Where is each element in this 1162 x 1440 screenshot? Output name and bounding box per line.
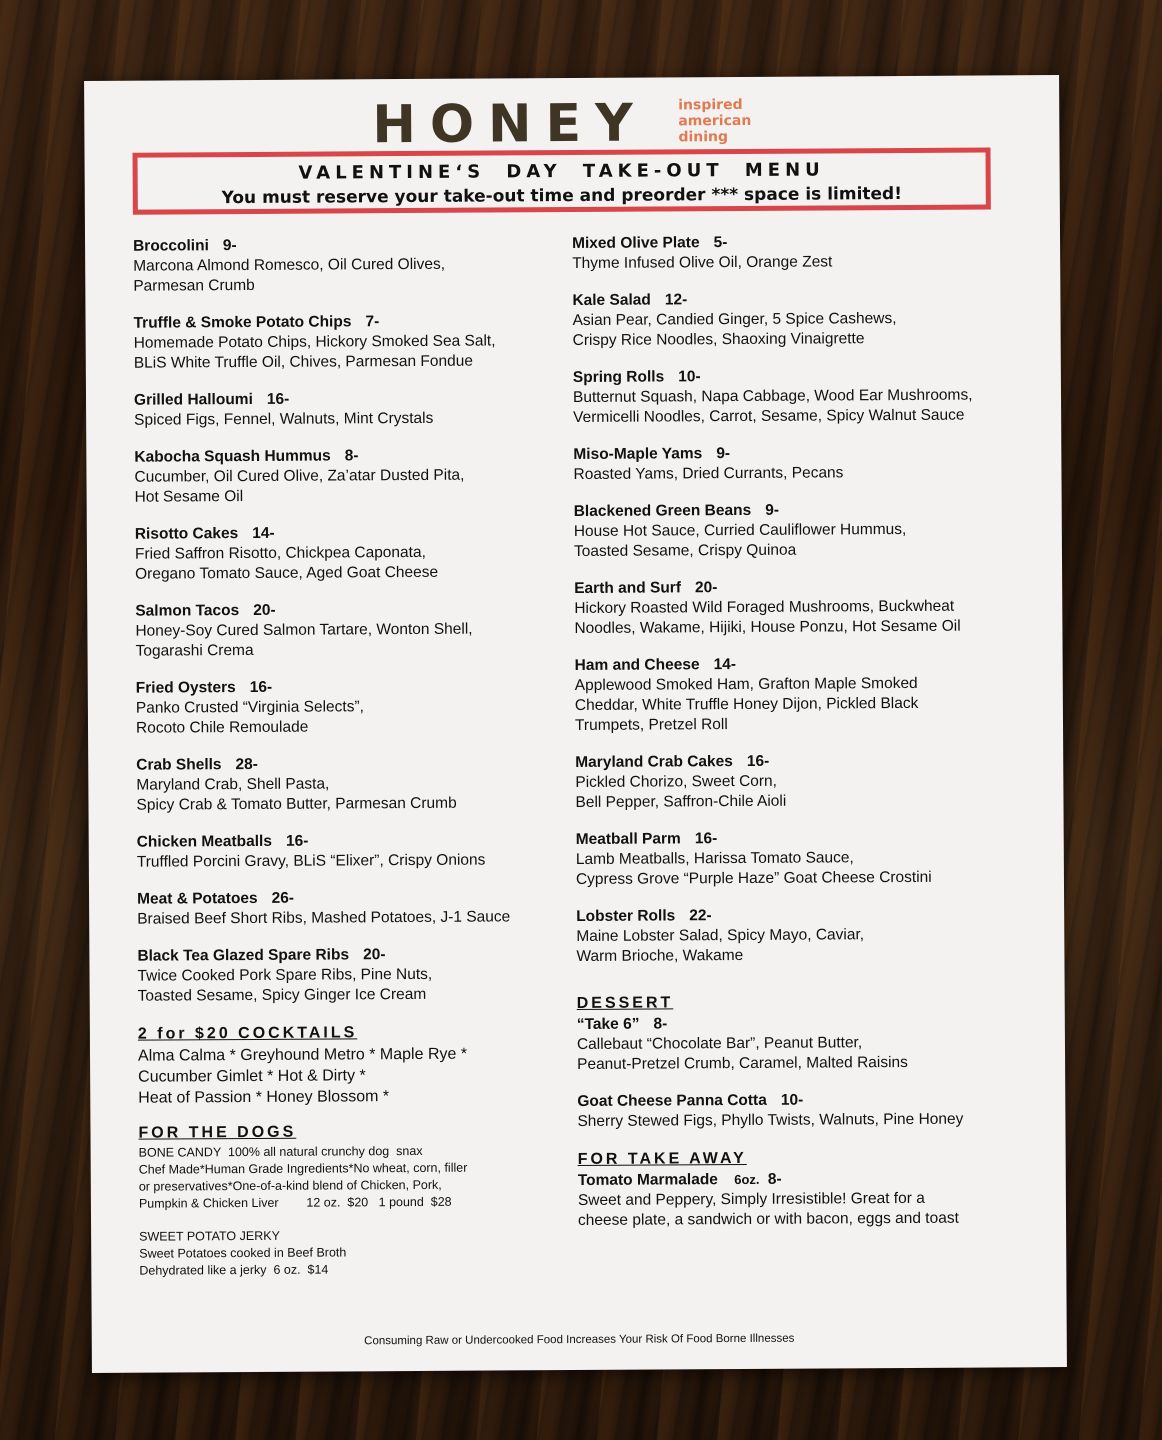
menu-item-name: Miso-Maple Yams [573,445,703,464]
bone-candy-line: Pumpkin & Chicken Liver 12 oz. $20 1 pound $28 [138,1194,452,1211]
menu-item-desc: Noodles, Wakame, Hijiki, House Ponzu, Hot Sesame Oil [574,617,961,638]
menu-item-desc: Homemade Potato Chips, Hickory Smoked Sea Salt, [133,332,496,352]
menu-item-price: 10- [780,1091,804,1109]
menu-item [137,830,557,873]
dogs-section [138,1120,559,1280]
menu-item-desc: Hot Sesame Oil [134,488,244,506]
menu-item [574,576,1024,639]
menu-item [577,1012,1027,1075]
menu-item [573,442,1023,485]
menu-item-head [137,887,557,910]
menu-item-name: Black Tea Glazed Spare Ribs [137,946,350,965]
menu-item-head [573,365,1023,388]
menu-item-head [136,676,556,699]
menu-item-desc: BLiS White Truffle Oil, Chives, Parmesan Fondue [133,352,473,372]
menu-item [134,388,554,431]
menu-item-desc: Braised Beef Short Ribs, Mashed Potatoes, J-1 Sauce [137,908,511,928]
menu-item-name: “Take 6” [576,1015,640,1033]
menu-item-head [577,1089,1027,1112]
menu-item-name: Chicken Meatballs [136,832,273,851]
menu-item-desc: Callebaut “Chocolate Bar”, Peanut Butter, [576,1034,863,1053]
menu-item-price: 14- [713,656,737,674]
menu-item [573,365,1023,428]
menu-item-desc: Pickled Chorizo, Sweet Corn, [575,772,777,792]
menu-item-head [572,288,1022,311]
menu-item-price: 20- [253,601,276,619]
tagline-line: dining [678,129,729,146]
takeaway-item-price: 8- [767,1170,782,1188]
menu-item-desc: Spiced Figs, Fennel, Walnuts, Mint Crystals [134,409,434,429]
menu-item-head [133,234,553,257]
menu-item-head [573,442,1023,465]
menu-item-price: 12- [664,291,688,309]
menu-item-name: Ham and Cheese [574,656,700,675]
menu-item-desc: Truffled Porcini Gravy, BLiS “Elixer”, Crispy Onions [136,851,486,871]
menu-item-price: 10- [678,368,701,386]
menu-item-head [576,904,1026,927]
menu-item-head [575,653,1025,676]
menu-item-desc: Roasted Yams, Dried Currants, Pecans [573,464,844,484]
right-column [572,231,1028,1231]
menu-item-name: Meatball Parm [575,830,681,849]
menu-item-price: 9- [222,237,237,255]
banner-subtitle: You must reserve your take-out time and preorder *** space is limited! [221,183,903,209]
menu-item-name: Broccolini [133,237,209,255]
menu-sheet [84,75,1067,1373]
menu-item-name: Lobster Rolls [576,907,676,925]
menu-item-desc: Honey-Soy Cured Salmon Tartare, Wonton Shell, [135,620,473,640]
menu-item-name: Grilled Halloumi [133,390,253,409]
cocktails-section [138,1021,559,1109]
menu-item-head [137,944,557,967]
menu-item-price: 20- [362,946,386,964]
menu-item-name: Meat & Potatoes [137,889,258,908]
menu-item-head [135,599,555,622]
menu-item-head [576,827,1026,850]
menu-item-name: Spring Rolls [572,368,665,387]
menu-item-desc: Hickory Roasted Wild Foraged Mushrooms, Buckwheat [574,597,955,618]
bone-candy-line: BONE CANDY 100% all natural crunchy dog snax [138,1143,423,1160]
menu-item-desc: Vermicelli Noodles, Carrot, Sesame, Spicy Walnut Sauce [573,406,965,427]
menu-item-desc: Trumpets, Pretzel Roll [574,716,728,735]
takeaway-item-size: 6oz. [734,1171,760,1188]
banner-title: VALENTINE‘S DAY TAKE-OUT MENU [298,159,825,184]
menu-item-desc: Spicy Crab & Tomato Butter, Parmesan Crumb [136,794,457,814]
menu-item-name: Salmon Tacos [135,602,240,620]
menu-item-desc: Cypress Grove “Purple Haze” Goat Cheese Crostini [575,868,932,888]
menu-item [136,753,556,816]
menu-item [572,231,1022,274]
menu-item-head [134,445,554,468]
menu-item-desc: Butternut Squash, Napa Cabbage, Wood Ear Mushrooms, [572,386,973,407]
tagline-line: inspired [678,96,743,114]
takeaway-item-name: Tomato Marmalade [577,1171,718,1189]
menu-item-price: 28- [235,755,258,774]
jerky-line: SWEET POTATO JERKY [139,1228,280,1244]
menu-item [135,522,555,585]
menu-item-price: 16- [249,678,273,696]
menu-item-head [133,311,553,334]
left-column [133,234,559,1280]
dessert-title: DESSERT [576,994,674,1012]
menu-item-desc: Cucumber, Oil Cured Olive, Za’atar Dusted Pita, [134,466,465,486]
menu-item-desc: Maine Lobster Salad, Spicy Mayo, Caviar, [576,926,865,945]
dogs-title: FOR THE DOGS [138,1123,297,1142]
cocktails-title: 2 for $20 COCKTAILS [137,1024,358,1043]
menu-item-desc: Toasted Sesame, Spicy Ginger Ice Cream [137,985,427,1005]
menu-item-price: 26- [271,889,295,907]
menu-item-desc: Panko Crusted “Virginia Selects”, [135,698,364,717]
menu-item-desc: Bell Pepper, Saffron-Chile Aioli [575,792,787,812]
menu-item-price: 9- [765,501,780,519]
jerky-line: Sweet Potatoes cooked in Beef Broth [139,1245,347,1261]
menu-item [135,599,555,662]
menu-item-desc: Parmesan Crumb [133,276,255,295]
brand-tagline [678,97,751,145]
menu-item-name: Kale Salad [572,291,651,310]
menu-item-desc: House Hot Sauce, Curried Cauliflower Hummus, [573,520,907,541]
menu-item-head [577,1012,1027,1035]
menu-item-name: Goat Cheese Panna Cotta [577,1091,767,1110]
menu-item [576,904,1026,967]
menu-item-head [134,388,554,411]
menu-item-desc: Asian Pear, Candied Ginger, 5 Spice Cashews, [572,310,897,330]
menu-item-price: 8- [344,447,359,465]
menu-item-desc: Twice Cooked Pork Spare Ribs, Pine Nuts, [137,965,433,985]
menu-item [133,311,553,374]
menu-item [575,750,1025,813]
menu-item [576,827,1026,890]
menu-item-name: Mixed Olive Plate [572,234,700,253]
menu-item-desc: Marcona Almond Romesco, Oil Cured Olives, [133,255,446,275]
menu-item-price: 16- [694,830,718,848]
menu-item [133,234,553,297]
menu-item-desc: Peanut-Pretzel Crumb, Caramel, Malted Raisins [577,1053,908,1073]
menu-item-desc: Applewood Smoked Ham, Grafton Maple Smoked [574,674,918,695]
takeaway-section [578,1146,1028,1231]
menu-item-price: 16- [746,752,770,770]
takeaway-item-desc: cheese plate, a sandwich or with bacon, eggs and toast [577,1209,959,1229]
menu-item-name: Risotto Cakes [134,525,239,543]
menu-item-head [136,753,556,776]
menu-item-name: Truffle & Smoke Potato Chips [133,313,352,332]
cocktail-line: Alma Calma * Greyhound Metro * Maple Rye * [137,1045,468,1065]
takeaway-item-head [578,1168,1028,1191]
takeaway-item-desc: Sweet and Peppery, Simply Irresistible! Great for a [577,1189,925,1209]
menu-item [575,653,1025,736]
header [84,91,1059,155]
tagline-line: american [678,112,752,130]
takeaway-title: FOR TAKE AWAY [577,1149,747,1168]
menu-item-name: Maryland Crab Cakes [575,753,733,772]
menu-item-price: 9- [716,445,731,463]
menu-item-name: Fried Oysters [135,679,236,697]
menu-item-head [137,830,557,853]
menu-item-price: 22- [689,907,712,925]
menu-item-price: 8- [653,1015,668,1033]
menu-item-desc: Toasted Sesame, Crispy Quinoa [573,541,797,561]
menu-item-price: 14- [252,524,275,542]
menu-item-desc: Maryland Crab, Shell Pasta, [136,775,330,794]
menu-item-desc: Fried Saffron Risotto, Chickpea Caponata, [134,543,426,563]
menu-item-head [572,231,1022,254]
menu-item-head [575,750,1025,773]
menu-item-desc: Cheddar, White Truffle Honey Dijon, Pickled Black [574,694,919,715]
menu-item-price: 5- [713,234,728,252]
menu-item-head [135,522,555,545]
cocktail-line: Cucumber Gimlet * Hot & Dirty * [138,1067,366,1086]
menu-item-desc: Lamb Meatballs, Harissa Tomato Sauce, [575,849,854,869]
menu-item [134,445,554,508]
menu-item-name: Blackened Green Beans [573,501,752,521]
bone-candy-line: or preservatives*One-of-a-kind blend of Chicken, Pork, [138,1177,442,1194]
dessert-section [577,990,1028,1132]
menu-item-desc: Oregano Tomato Sauce, Aged Goat Cheese [135,563,439,583]
menu-item [572,288,1022,351]
menu-item-desc: Togarashi Crema [135,641,254,660]
menu-item-name: Kabocha Squash Hummus [134,447,331,466]
menu-item-price: 7- [365,313,380,331]
menu-item [574,499,1024,562]
bone-candy-line: Chef Made*Human Grade Ingredients*No wheat, corn, filler [138,1160,468,1177]
menu-item-name: Crab Shells [136,756,222,774]
menu-banner [133,147,991,214]
cocktail-line: Heat of Passion * Honey Blossom * [138,1088,390,1107]
brand-logo: HONEY [372,93,647,156]
menu-item [577,1089,1027,1132]
menu-item-price: 16- [266,390,290,408]
menu-item-desc: Crispy Rice Noodles, Shaoxing Vinaigrette [572,330,865,350]
menu-item-head [574,499,1024,522]
menu-item-price: 16- [285,832,309,850]
menu-item-name: Earth and Surf [574,579,682,598]
menu-item-desc: Sherry Stewed Figs, Phyllo Twists, Walnuts, Pine Honey [577,1110,964,1130]
menu-item-desc: Thyme Infused Olive Oil, Orange Zest [572,253,833,273]
footer-disclaimer: Consuming Raw or Undercooked Food Increases Your Risk Of Food Borne Illnesses [364,1332,795,1348]
menu-item [137,944,557,1007]
menu-item [136,676,556,739]
menu-item [137,887,557,930]
menu-item-head [574,576,1024,599]
menu-item-price: 20- [694,579,718,597]
menu-item-desc: Rocoto Chile Remoulade [135,718,309,737]
menu-item-desc: Warm Brioche, Wakame [576,946,744,965]
jerky-line: Dehydrated like a jerky 6 oz. $14 [139,1262,329,1278]
